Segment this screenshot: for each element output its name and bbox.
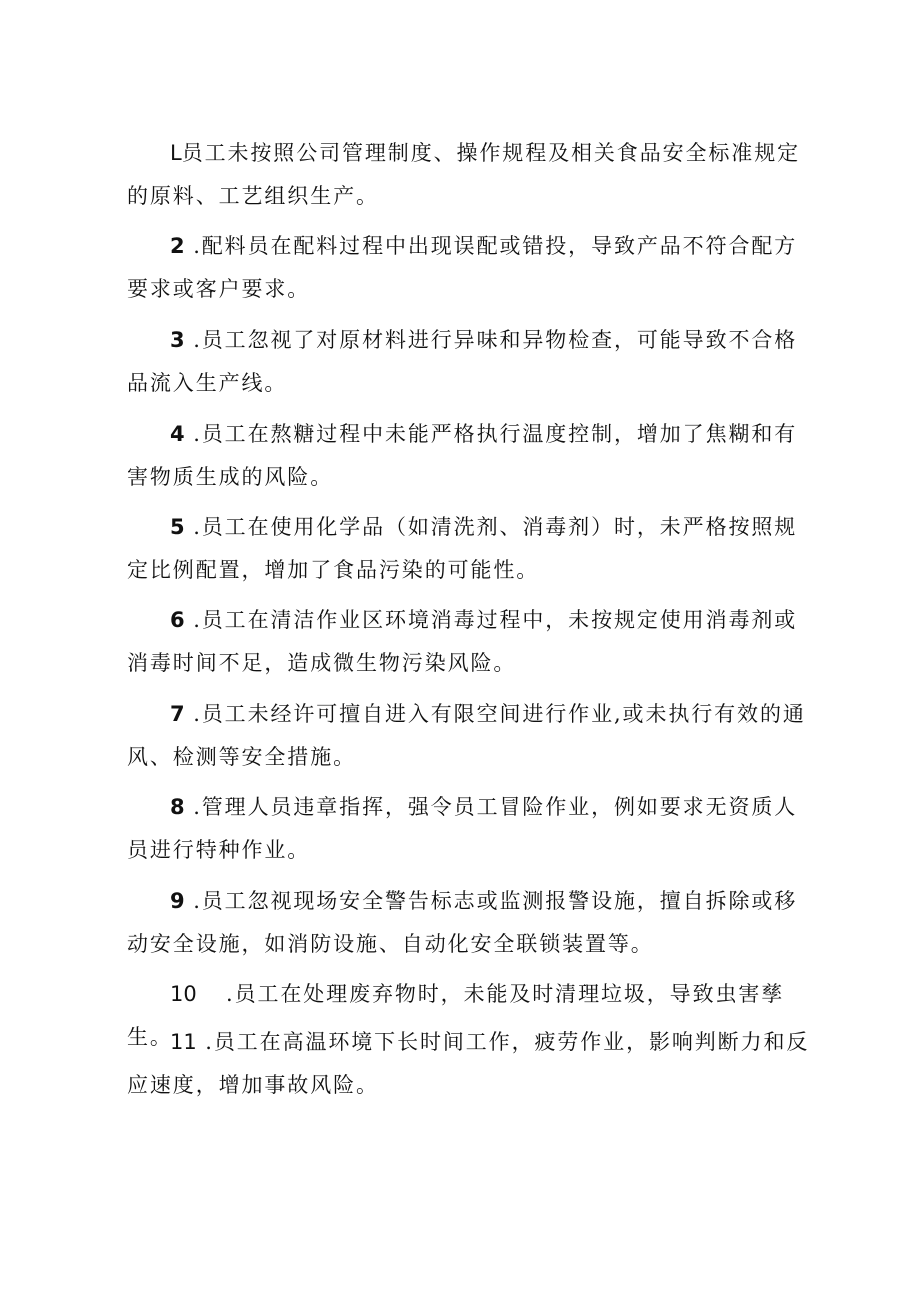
item-number: L	[170, 141, 182, 165]
item-number: 9	[170, 889, 185, 913]
item-text: .员工在使用化学品（如清洗剂、消毒剂）时，未严格按照规定比例配置，增加了食品污染的可能性。	[127, 515, 798, 582]
item-number: 7	[170, 702, 185, 726]
item-number: 10	[170, 982, 197, 1006]
item-number: 6	[170, 608, 185, 632]
item-text: .管理人员违章指挥，强令员工冒险作业，例如要求无资质人员进行特种作业。	[127, 795, 798, 862]
list-item	[127, 693, 810, 779]
item-text: .配料员在配料过程中出现误配或错投，导致产品不符合配方要求或客户要求。	[127, 234, 798, 301]
item-number: 5	[170, 515, 185, 539]
item-text: .员工在处理废弃物时，未能及时清理垃圾，导致虫害孳生。	[127, 982, 785, 1049]
list-item	[127, 132, 810, 218]
item-text: .员工忽视现场安全警告标志或监测报警设施，擅自拆除或移动安全设施，如消防设施、自动化安全联锁装置等。	[127, 889, 798, 956]
item-text: 员工未按照公司管理制度、操作规程及相关食品安全标准规定的原料、工艺组织生产。	[127, 141, 801, 208]
list-item	[127, 413, 810, 499]
item-number: 8	[170, 795, 185, 819]
item-number: 3	[170, 328, 185, 352]
item-number: 2	[170, 234, 185, 258]
list-item	[127, 880, 810, 966]
item-text: .员工在清洁作业区环境消毒过程中，未按规定使用消毒剂或消毒时间不足，造成微生物污染风险。	[127, 608, 798, 675]
list-item	[127, 786, 810, 872]
list-item	[127, 1021, 810, 1107]
item-text: .员工在熬糖过程中未能严格执行温度控制，增加了焦糊和有害物质生成的风险。	[127, 422, 798, 489]
item-text: .员工未经许可擅自进入有限空间进行作业,或未执行有效的通风、检测等安全措施。	[127, 702, 806, 769]
list-item	[127, 319, 810, 405]
item-text: .员工忽视了对原材料进行异味和异物检查，可能导致不合格品流入生产线。	[127, 328, 798, 395]
item-number: 4	[170, 422, 185, 446]
list-item	[127, 599, 810, 685]
list-item	[127, 225, 810, 311]
list-item	[127, 506, 810, 592]
item-number: 11	[170, 1030, 197, 1054]
item-text: .员工在高温环境下长时间工作，疲劳作业，影响判断力和反应速度，增加事故风险。	[127, 1030, 810, 1097]
